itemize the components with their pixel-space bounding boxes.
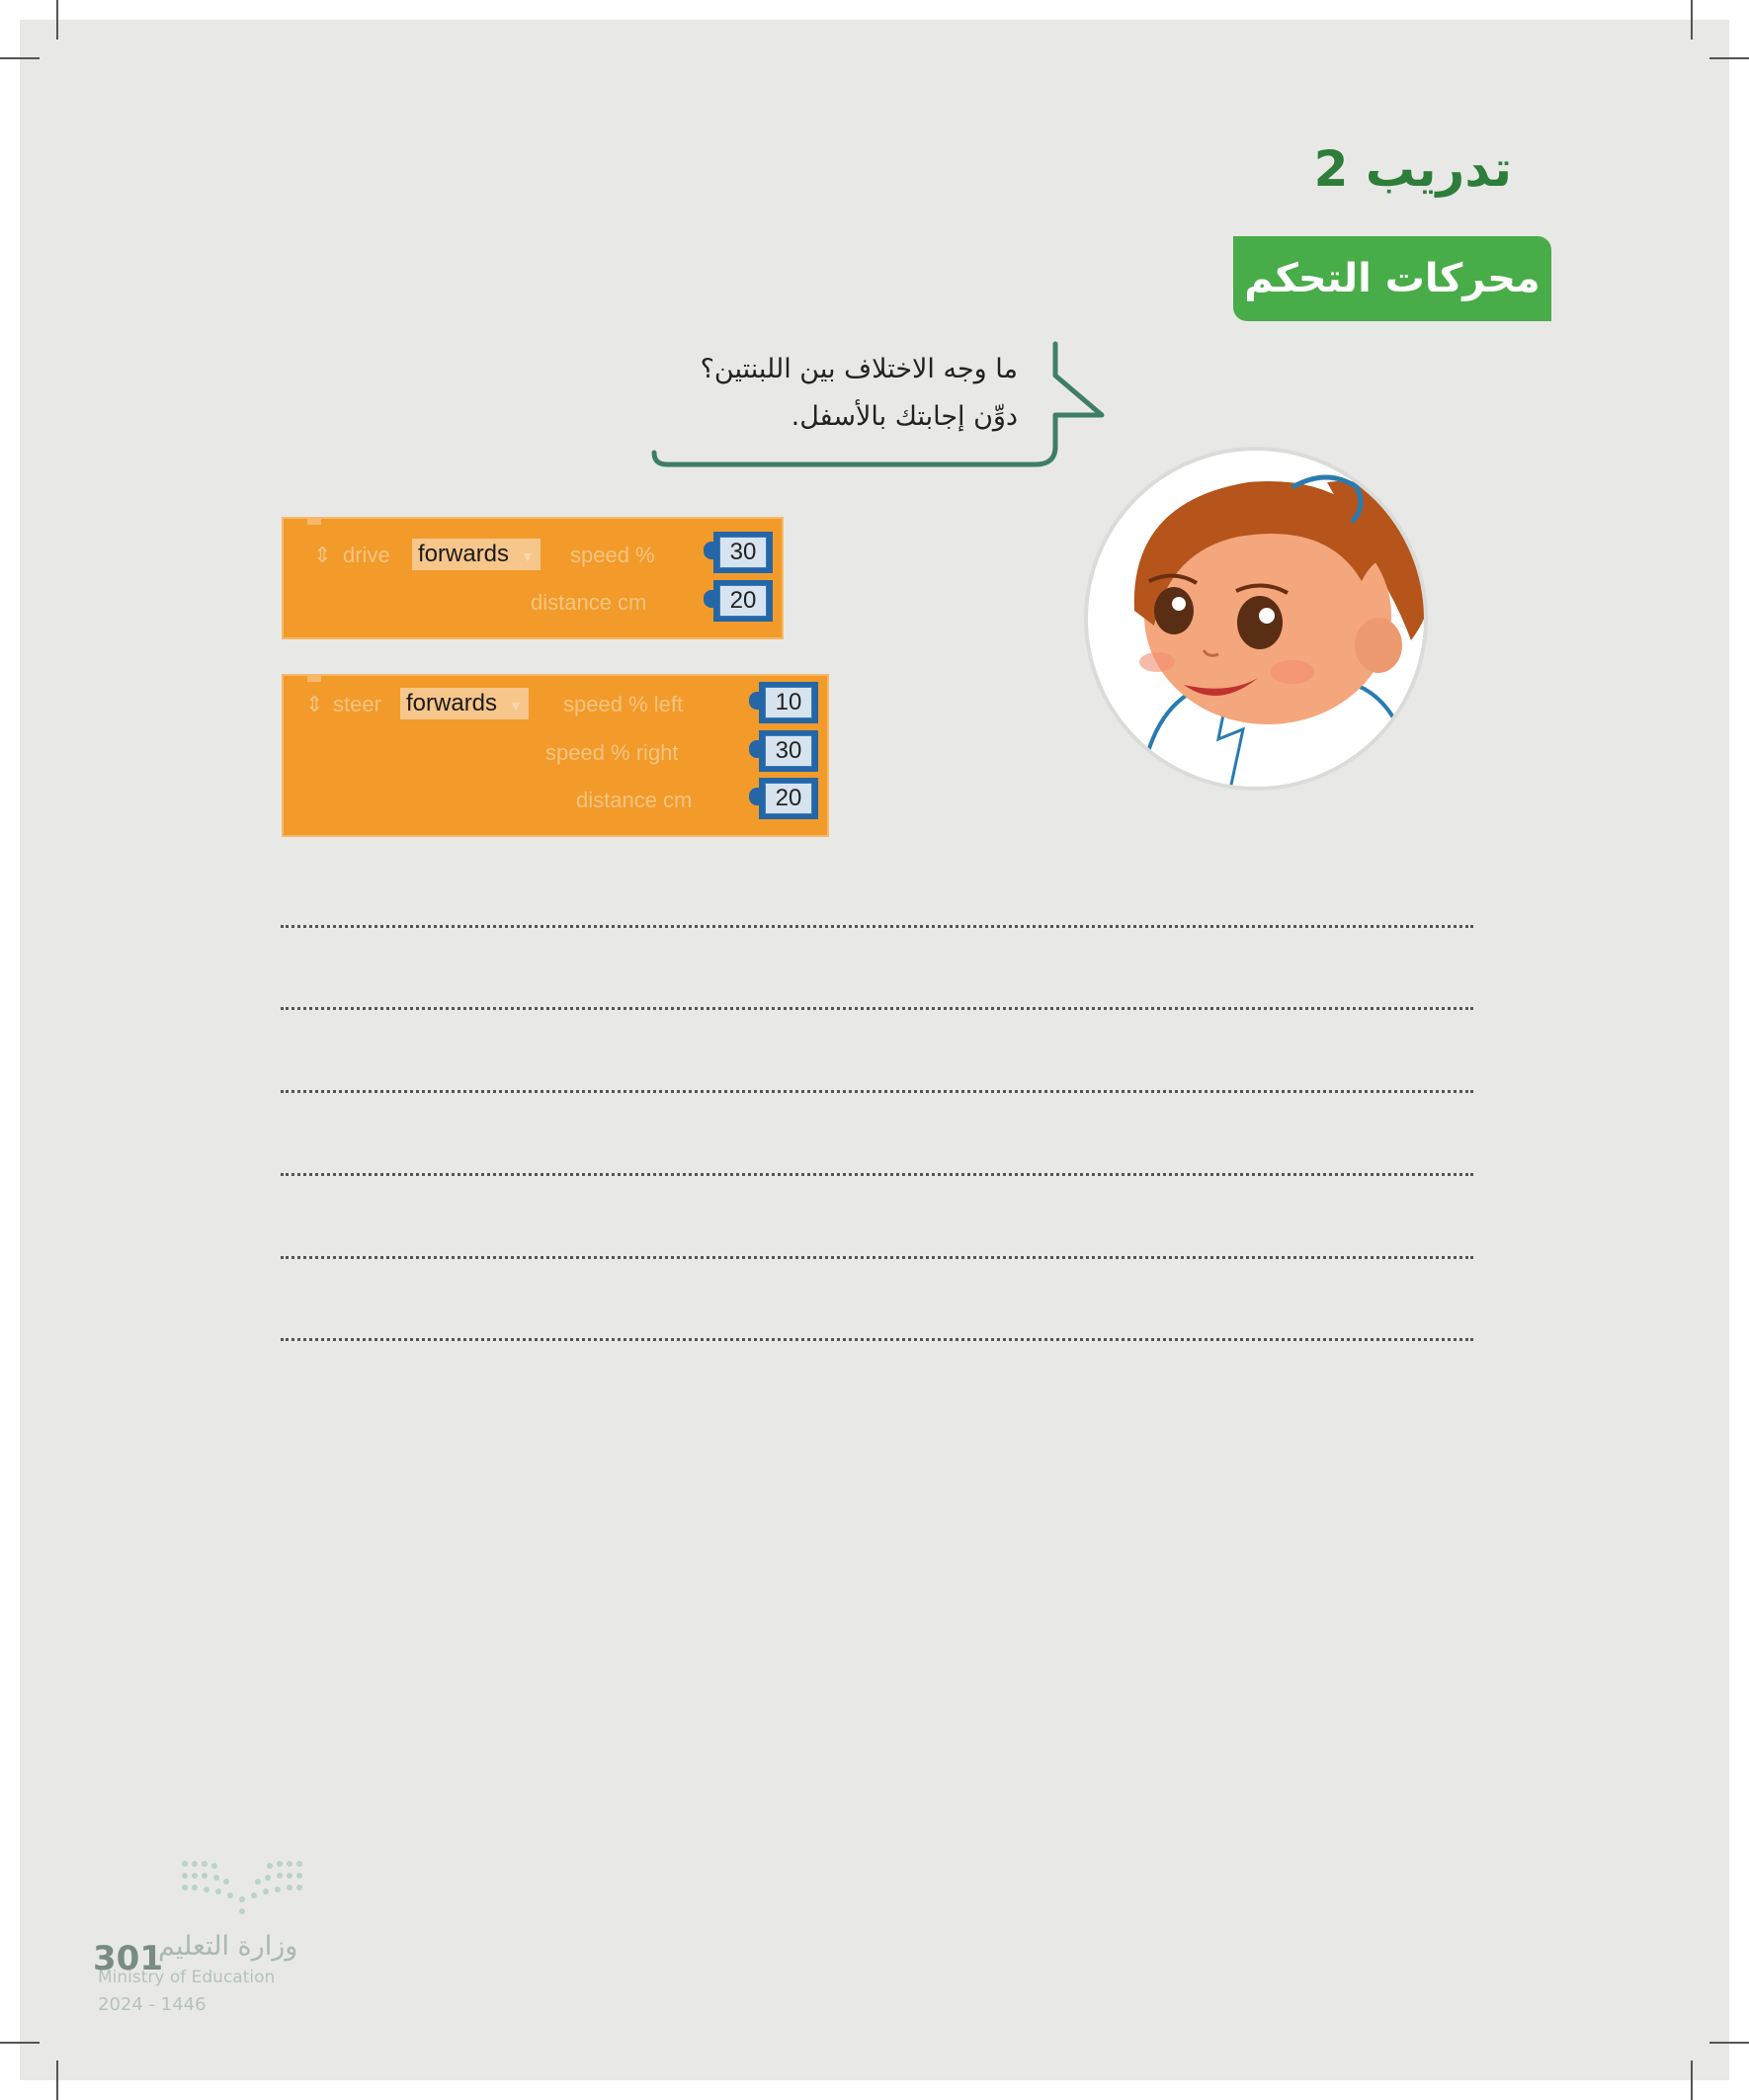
- instruction-line: دوِّن إجابتك بالأسفل.: [791, 401, 1018, 432]
- drive-direction-value: forwards: [418, 541, 510, 567]
- drive-distance-value: 20: [719, 585, 767, 617]
- answer-line[interactable]: [281, 1256, 1473, 1259]
- crop-mark: [0, 57, 40, 59]
- dropdown-arrow-icon: ▼: [509, 698, 523, 714]
- dropdown-arrow-icon: ▼: [521, 548, 535, 564]
- block-grip-icon: ⇕: [305, 692, 324, 716]
- drive-command-label: drive: [343, 543, 390, 567]
- exercise-title: تدريب 2: [1313, 140, 1512, 198]
- student-avatar: [1080, 443, 1456, 798]
- answer-line[interactable]: [281, 1090, 1473, 1093]
- section-label: محركات التحكم: [1233, 236, 1551, 321]
- steer-direction-dropdown[interactable]: [400, 688, 529, 719]
- crop-mark: [1691, 0, 1693, 40]
- drive-direction-dropdown[interactable]: [412, 539, 541, 570]
- answer-line[interactable]: [281, 1007, 1473, 1010]
- crop-mark: [1691, 2060, 1693, 2100]
- steer-speed-left-input[interactable]: [759, 682, 818, 723]
- crop-mark: [56, 2060, 58, 2100]
- drive-block[interactable]: [282, 517, 784, 639]
- steer-speed-right-input[interactable]: [759, 730, 818, 772]
- drive-speed-label: speed %: [570, 543, 655, 567]
- drive-speed-input[interactable]: [713, 532, 773, 573]
- block-notch: [307, 517, 321, 525]
- answer-line[interactable]: [281, 1173, 1473, 1176]
- steer-distance-label: distance cm: [576, 788, 693, 812]
- crop-mark: [0, 2042, 40, 2044]
- drive-speed-value: 30: [719, 537, 767, 568]
- steer-distance-input[interactable]: [759, 778, 818, 819]
- steer-block[interactable]: [282, 674, 829, 837]
- question-line: ما وجه الاختلاف بين اللبنتين؟: [700, 354, 1018, 384]
- page-number: 301: [93, 1939, 163, 1978]
- crop-mark: [1709, 57, 1749, 59]
- steer-speed-left-value: 10: [765, 687, 812, 718]
- academic-year: 2024 - 1446: [98, 1994, 207, 2015]
- ministry-name-english: Ministry of Education: [98, 1968, 276, 1987]
- steer-direction-value: forwards: [406, 690, 498, 716]
- drive-distance-label: distance cm: [531, 590, 647, 615]
- steer-speed-left-label: speed % left: [563, 692, 684, 716]
- steer-speed-right-label: speed % right: [545, 740, 679, 765]
- ministry-logo: [94, 1858, 361, 1927]
- steer-distance-value: 20: [765, 783, 812, 814]
- answer-line[interactable]: [281, 1338, 1473, 1341]
- speech-bubble-text: [632, 346, 1018, 441]
- steer-speed-right-value: 30: [765, 735, 812, 767]
- page-background: [20, 20, 1729, 2080]
- crop-mark: [1709, 2042, 1749, 2044]
- block-grip-icon: ⇕: [313, 543, 332, 567]
- answer-line[interactable]: [281, 925, 1473, 928]
- block-notch: [307, 674, 321, 682]
- ministry-name-arabic: وزارة التعليم: [158, 1931, 298, 1962]
- crop-mark: [56, 0, 58, 40]
- steer-command-label: steer: [333, 692, 381, 716]
- drive-distance-input[interactable]: [713, 580, 773, 622]
